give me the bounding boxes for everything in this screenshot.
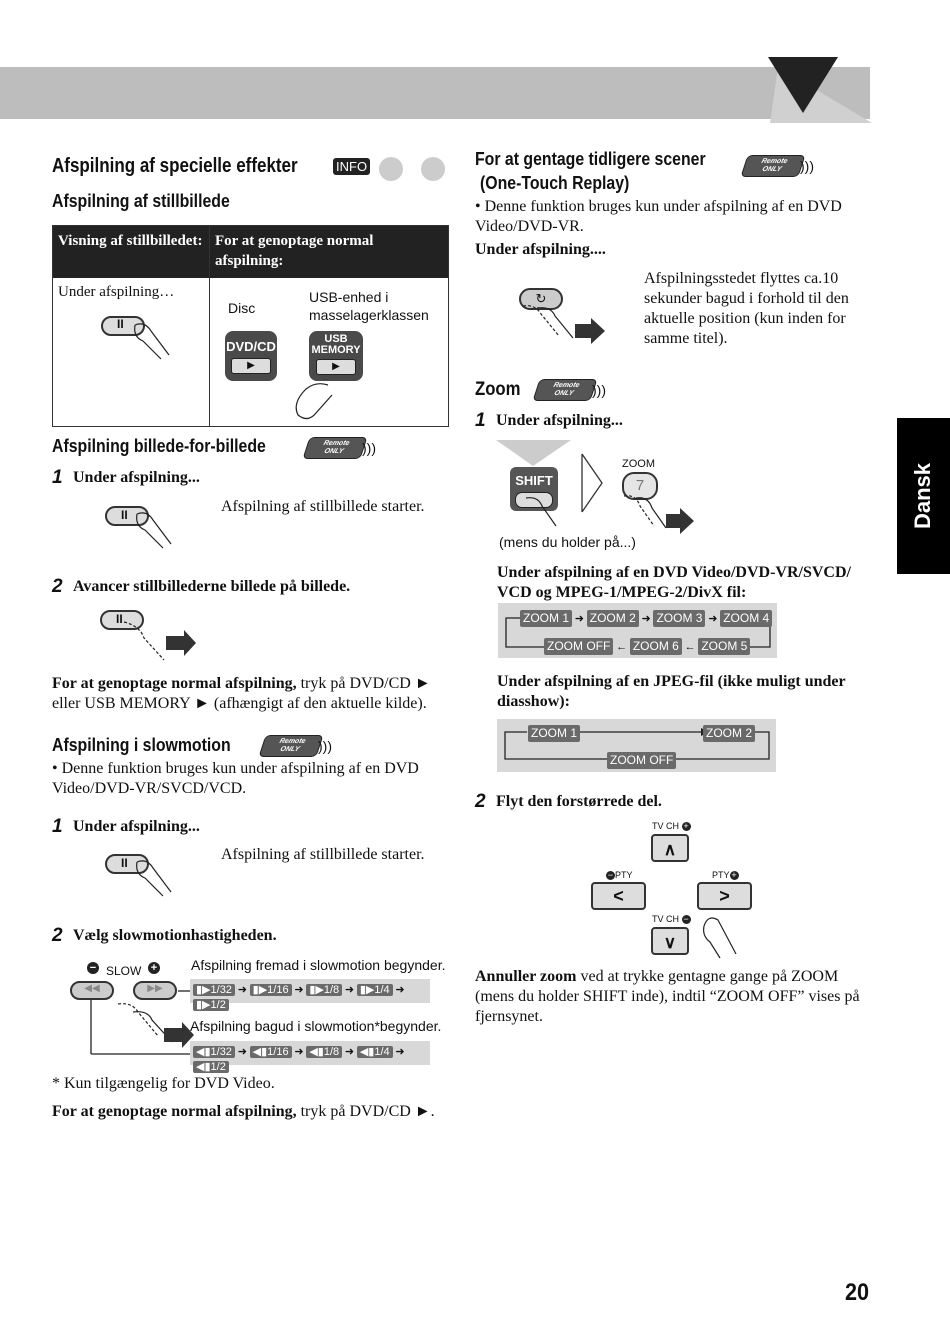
step-note: Afspilning af stillbillede starter. [221,846,425,863]
resume-bold: For at genoptage normal afspilning, [52,675,297,692]
step-number: 2 [52,925,63,946]
remote-only-badge [302,437,367,459]
usb-memory-button[interactable] [309,331,363,381]
pause-icon: II [121,856,128,870]
speed-value: 1/32 [210,984,232,996]
step-text: Flyt den forstørrede del. [496,793,662,810]
dvd-heading: Under afspilning af en DVD Video/DVD-VR/SVCD/ VCD og MPEG-1/MPEG-2/DivX fil: [497,564,851,601]
minus-icon: − [683,914,689,924]
slow-minus-icon: − [87,962,99,974]
remote-badge-line2: ONLY [761,166,783,173]
speed-value: 1/2 [210,999,226,1011]
usb-button-label-1: USB [324,333,348,345]
slow-bullet: • Denne funktion bruges kun under afspilning af en DVD Video/DVD-VR/SVCD/VCD. [52,760,419,797]
main-title: Afspilning af specielle effekter [52,155,298,177]
usb-play-icon: ▶ [316,359,356,375]
pause-icon: II [117,317,124,331]
slow-diagram-lines [88,990,198,1060]
remote-badge-line1: Remote [322,440,351,447]
slow-resume [52,1102,452,1122]
remote-badge-line1: Remote [278,738,307,745]
slow-forward-speeds: ▮▶1/32 ➜ ▮▶1/16 ➜ ▮▶1/8 ➜ ▮▶1/4 ➜ ▮▶1/2 [193,983,429,1013]
speed-label: ▮▶1/16 [250,984,292,996]
footnote: * Kun tilgængelig for DVD Video. [52,1075,275,1092]
cancel-bold: Annuller zoom [475,968,577,985]
corner-triangle-icon [760,55,872,123]
info-badge: INFO [333,158,370,175]
remote-only-badge [258,735,323,757]
remote-badge-line2: ONLY [323,448,345,455]
slow-backward-text: Afspilning bagud i slowmotion*begynder. [190,1018,442,1034]
replay-bullet: • Denne funktion bruges kun under afspilning af en DVD Video/DVD-VR. [475,198,842,235]
remote-badge-line1: Remote [760,158,789,165]
decorative-dots [378,155,448,183]
step-number: 2 [52,576,63,597]
zoom-level: ZOOM 2 [703,725,755,742]
slow-plus-button[interactable]: ▶▶ [133,981,177,1000]
frame-title: Afspilning billede-for-billede [52,436,266,456]
tvch-down-text: TV CH [652,914,679,924]
pty-left-label [606,870,633,880]
still-table [52,225,449,427]
resume-text: tryk på DVD/CD ►. [296,1103,435,1120]
table-col1-text: Under afspilning… [58,284,175,300]
step-note: Afspilning af stillbillede starter. [221,498,425,515]
zoom-label: ZOOM [622,458,655,470]
speed-value: 1/8 [323,984,340,996]
tvch-up-label [652,821,691,831]
usb-button-label-2: MEMORY [311,344,361,356]
zoom-level: ZOOM OFF [544,638,613,655]
signal-icon: ))) [362,440,376,456]
step-number: 2 [475,791,486,812]
resume-bold: For at genoptage normal afspilning, [52,1103,297,1120]
zoom-level: ZOOM 5 [698,638,750,655]
holding-text: (mens du holder på...) [499,534,636,550]
zoom-level: ZOOM 4 [720,610,772,627]
zoom-level: ZOOM OFF [607,752,676,769]
zoom-level: ZOOM 6 [630,638,682,655]
arrow-right-button[interactable]: > [697,882,752,910]
speed-label: ▮▶1/32 [193,984,235,996]
dvdcd-button[interactable] [225,331,277,381]
speed-label: ◀▮1/2 [193,1061,229,1073]
zoom-key-7[interactable]: 7 [622,472,658,500]
zoom-level: ZOOM 3 [653,610,705,627]
step-text: Under afspilning... [73,469,200,486]
table-header-col1: Visning af stillbilledet: [58,233,203,249]
slow-backward-speeds: ◀▮1/32 ➜ ◀▮1/16 ➜ ◀▮1/8 ➜ ◀▮1/4 ➜ ◀▮1/2 [193,1045,429,1075]
speed-value: 1/16 [267,1046,289,1058]
plus-icon: + [683,821,689,831]
disc-label: Disc [228,300,256,316]
speed-value: 1/4 [374,1046,390,1058]
shift-arrow [496,440,571,466]
slow-minus-button[interactable]: ◀◀ [70,981,114,1000]
slow-forward-text: Afspilning fremad i slowmotion begynder. [191,957,446,973]
speed-value: 1/16 [267,984,289,996]
speed-label: ◀▮1/16 [250,1046,292,1058]
replay-desc: Afspilningsstedet flyttes ca.10 sekunder bagud i forhold til den aktuelle position (kun inden for samme titel). [644,270,849,347]
step-text: Under afspilning... [496,412,623,429]
speed-value: 1/8 [323,1046,340,1058]
frame-resume [52,674,450,714]
tvch-up-text: TV CH [652,821,679,831]
side-tab [897,418,950,574]
speed-label: ◀▮1/8 [306,1046,342,1058]
replay-under: Under afspilning.... [475,241,606,258]
remote-badge-line2: ONLY [553,390,575,397]
pty-right-text: PTY [712,870,730,880]
remote-badge-line1: Remote [552,382,581,389]
slow-plus-icon: + [148,962,160,974]
tvch-down-label [652,914,691,924]
dvdcd-button-label: DVD/CD [226,339,276,354]
minus-icon: − [607,870,614,880]
signal-icon: ))) [592,382,606,398]
step-text: Vælg slowmotionhastigheden. [73,927,277,944]
zoom-cancel [475,967,875,1027]
replay-finger-icon [515,300,610,345]
finger-icon [133,321,173,361]
arrow-up-button[interactable]: ∧ [651,834,689,862]
slow-label: SLOW [106,964,142,978]
shift-label: SHIFT [515,473,553,488]
step-number: 1 [52,467,63,488]
speed-label: ▮▶1/4 [357,984,393,996]
speed-label: ◀▮1/32 [193,1046,235,1058]
jpeg-heading: Under afspilning af en JPEG-fil (ikke muligt under diasshow): [497,673,846,710]
table-header-col2: For at genoptage normal afspilning: [215,233,374,269]
pty-left-text: PTY [615,870,633,880]
remote-badge-line2: ONLY [279,746,301,753]
speed-value: 1/2 [210,1061,226,1073]
step-number: 1 [52,816,63,837]
finger-icon [288,381,338,426]
plus-icon: + [731,870,737,880]
table-divider [209,226,210,426]
zoom-title: Zoom [475,379,521,400]
usb-label: USB-enhed i masselagerklassen [309,289,429,323]
replay-title-1: For at gentage tidligere scener [475,149,706,169]
page-number: 20 [845,1279,870,1306]
speed-label: ▮▶1/2 [193,999,229,1011]
dvdcd-play-icon: ▶ [231,358,271,374]
side-tab-label: Dansk [910,462,935,530]
signal-icon: ))) [318,738,332,754]
arrow-left-button[interactable]: < [591,882,646,910]
remote-only-badge [740,155,805,177]
repeat-finger-icon [104,618,199,668]
replay-title-2: (One-Touch Replay) [480,173,630,193]
remote-only-badge [532,379,597,401]
speed-value: 1/32 [210,1046,232,1058]
dvd-zoom-row1: ZOOM 1 ➜ ZOOM 2 ➜ ZOOM 3 ➜ ZOOM 4 [520,610,772,627]
step-text: Avancer stillbillederne billede på billede. [73,578,351,595]
step-text: Under afspilning... [73,818,200,835]
finger-icon [135,510,175,550]
still-title: Afspilning af stillbillede [52,191,230,211]
pty-right-label [712,870,739,880]
replay-button[interactable]: ↻ [519,288,563,310]
step-number: 1 [475,410,486,431]
header-bar [0,67,870,119]
speed-value: 1/4 [374,984,390,996]
finger-icon [698,914,740,960]
zoom-finger-icon [520,494,700,539]
zoom-level: ZOOM 1 [520,610,572,627]
pause-icon: II [116,612,123,626]
zoom-level: ZOOM 1 [528,725,580,742]
zoom-level: ZOOM 2 [587,610,639,627]
finger-icon [135,858,175,898]
slow-title: Afspilning i slowmotion [52,735,231,755]
dvd-zoom-row2: ZOOM OFF ← ZOOM 6 ← ZOOM 5 [544,638,750,655]
speed-label: ▮▶1/8 [306,984,342,996]
arrow-down-button[interactable]: ∨ [651,927,689,955]
signal-icon: ))) [800,158,814,174]
pause-icon: II [121,508,128,522]
speed-label: ◀▮1/4 [357,1046,393,1058]
cancel-text: ved at trykke gentagne gange på ZOOM (mens du holder SHIFT inde), indtil “ZOOM OFF” vises på fjernsynet. [475,968,860,1025]
resume-text: tryk på DVD/CD ► eller USB MEMORY ► (afhængigt af den aktuelle kilde). [52,675,431,712]
